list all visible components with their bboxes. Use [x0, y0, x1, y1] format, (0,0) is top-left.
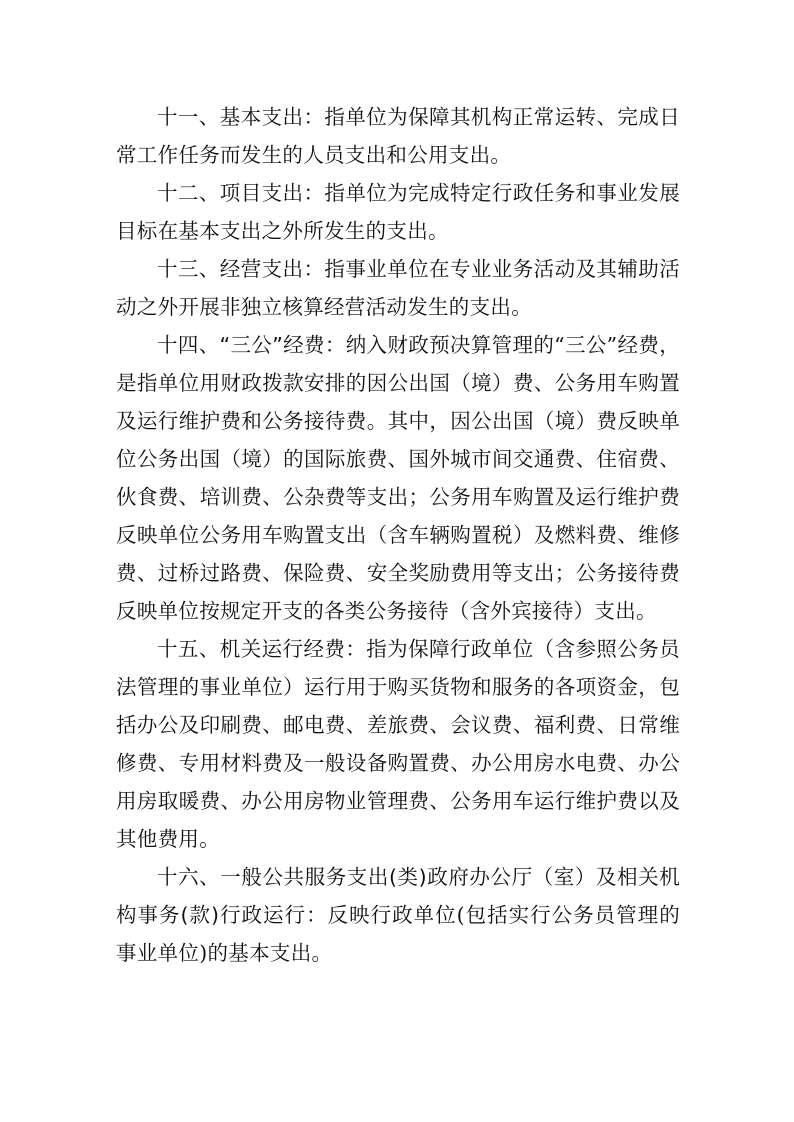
definition-term-12: 十二、项目支出： — [157, 181, 325, 205]
definition-text-13: 指事业单位在专业业务活动及其辅助活动之外开展非独立核算经营活动发生的支出。 — [116, 257, 680, 319]
definition-paragraph-12 — [116, 174, 680, 250]
definition-term-13: 十三、经营支出： — [157, 257, 325, 281]
definition-term-11: 十一、基本支出： — [157, 105, 325, 129]
definition-text-11: 指单位为保障其机构正常运转、完成日常工作任务而发生的人员支出和公用支出。 — [116, 105, 680, 167]
definition-paragraph-15 — [116, 630, 680, 858]
definition-text-16: 反映行政单位(包括实行公务员管理的事业单位)的基本支出。 — [116, 903, 680, 965]
definition-term-16: 十六、一般公共服务支出(类)政府办公厅（室）及相关机构事务(款)行政运行： — [116, 865, 680, 927]
definition-paragraph-14 — [116, 326, 680, 630]
definition-paragraph-13 — [116, 250, 680, 326]
definition-text-14: 纳入财政预决算管理的“三公”经费，是指单位用财政拨款安排的因公出国（境）费、公务用车购置及运行维护费和公务接待费。其中，因公出国（境）费反映单位公务出国（境）的国际旅费、国外城市间交通费、住宿费、伙食费、培训费、公杂费等支出；公务用车购置及运行维护费反映单位公务用车购置支出（含车辆购置税）及燃料费、维修费、过桥过路费、保险费、安全奖励费用等支出；公务接待费反映单位按规定开支的各类公务接待（含外宾接待）支出。 — [116, 333, 680, 623]
definition-paragraph-16 — [116, 858, 680, 972]
definition-paragraph-11 — [116, 98, 680, 174]
definition-text-12: 指单位为完成特定行政任务和事业发展目标在基本支出之外所发生的支出。 — [116, 181, 680, 243]
document-body — [116, 98, 680, 972]
definition-term-15: 十五、机关运行经费： — [157, 637, 367, 661]
definition-term-14: 十四、“三公”经费： — [157, 333, 346, 357]
definition-text-15: 指为保障行政单位（含参照公务员法管理的事业单位）运行用于购买货物和服务的各项资金，包括办公及印刷费、邮电费、差旅费、会议费、福利费、日常维修费、专用材料费及一般设备购置费、办公用房水电费、办公用房取暖费、办公用房物业管理费、公务用车运行维护费以及其他费用。 — [116, 637, 680, 851]
